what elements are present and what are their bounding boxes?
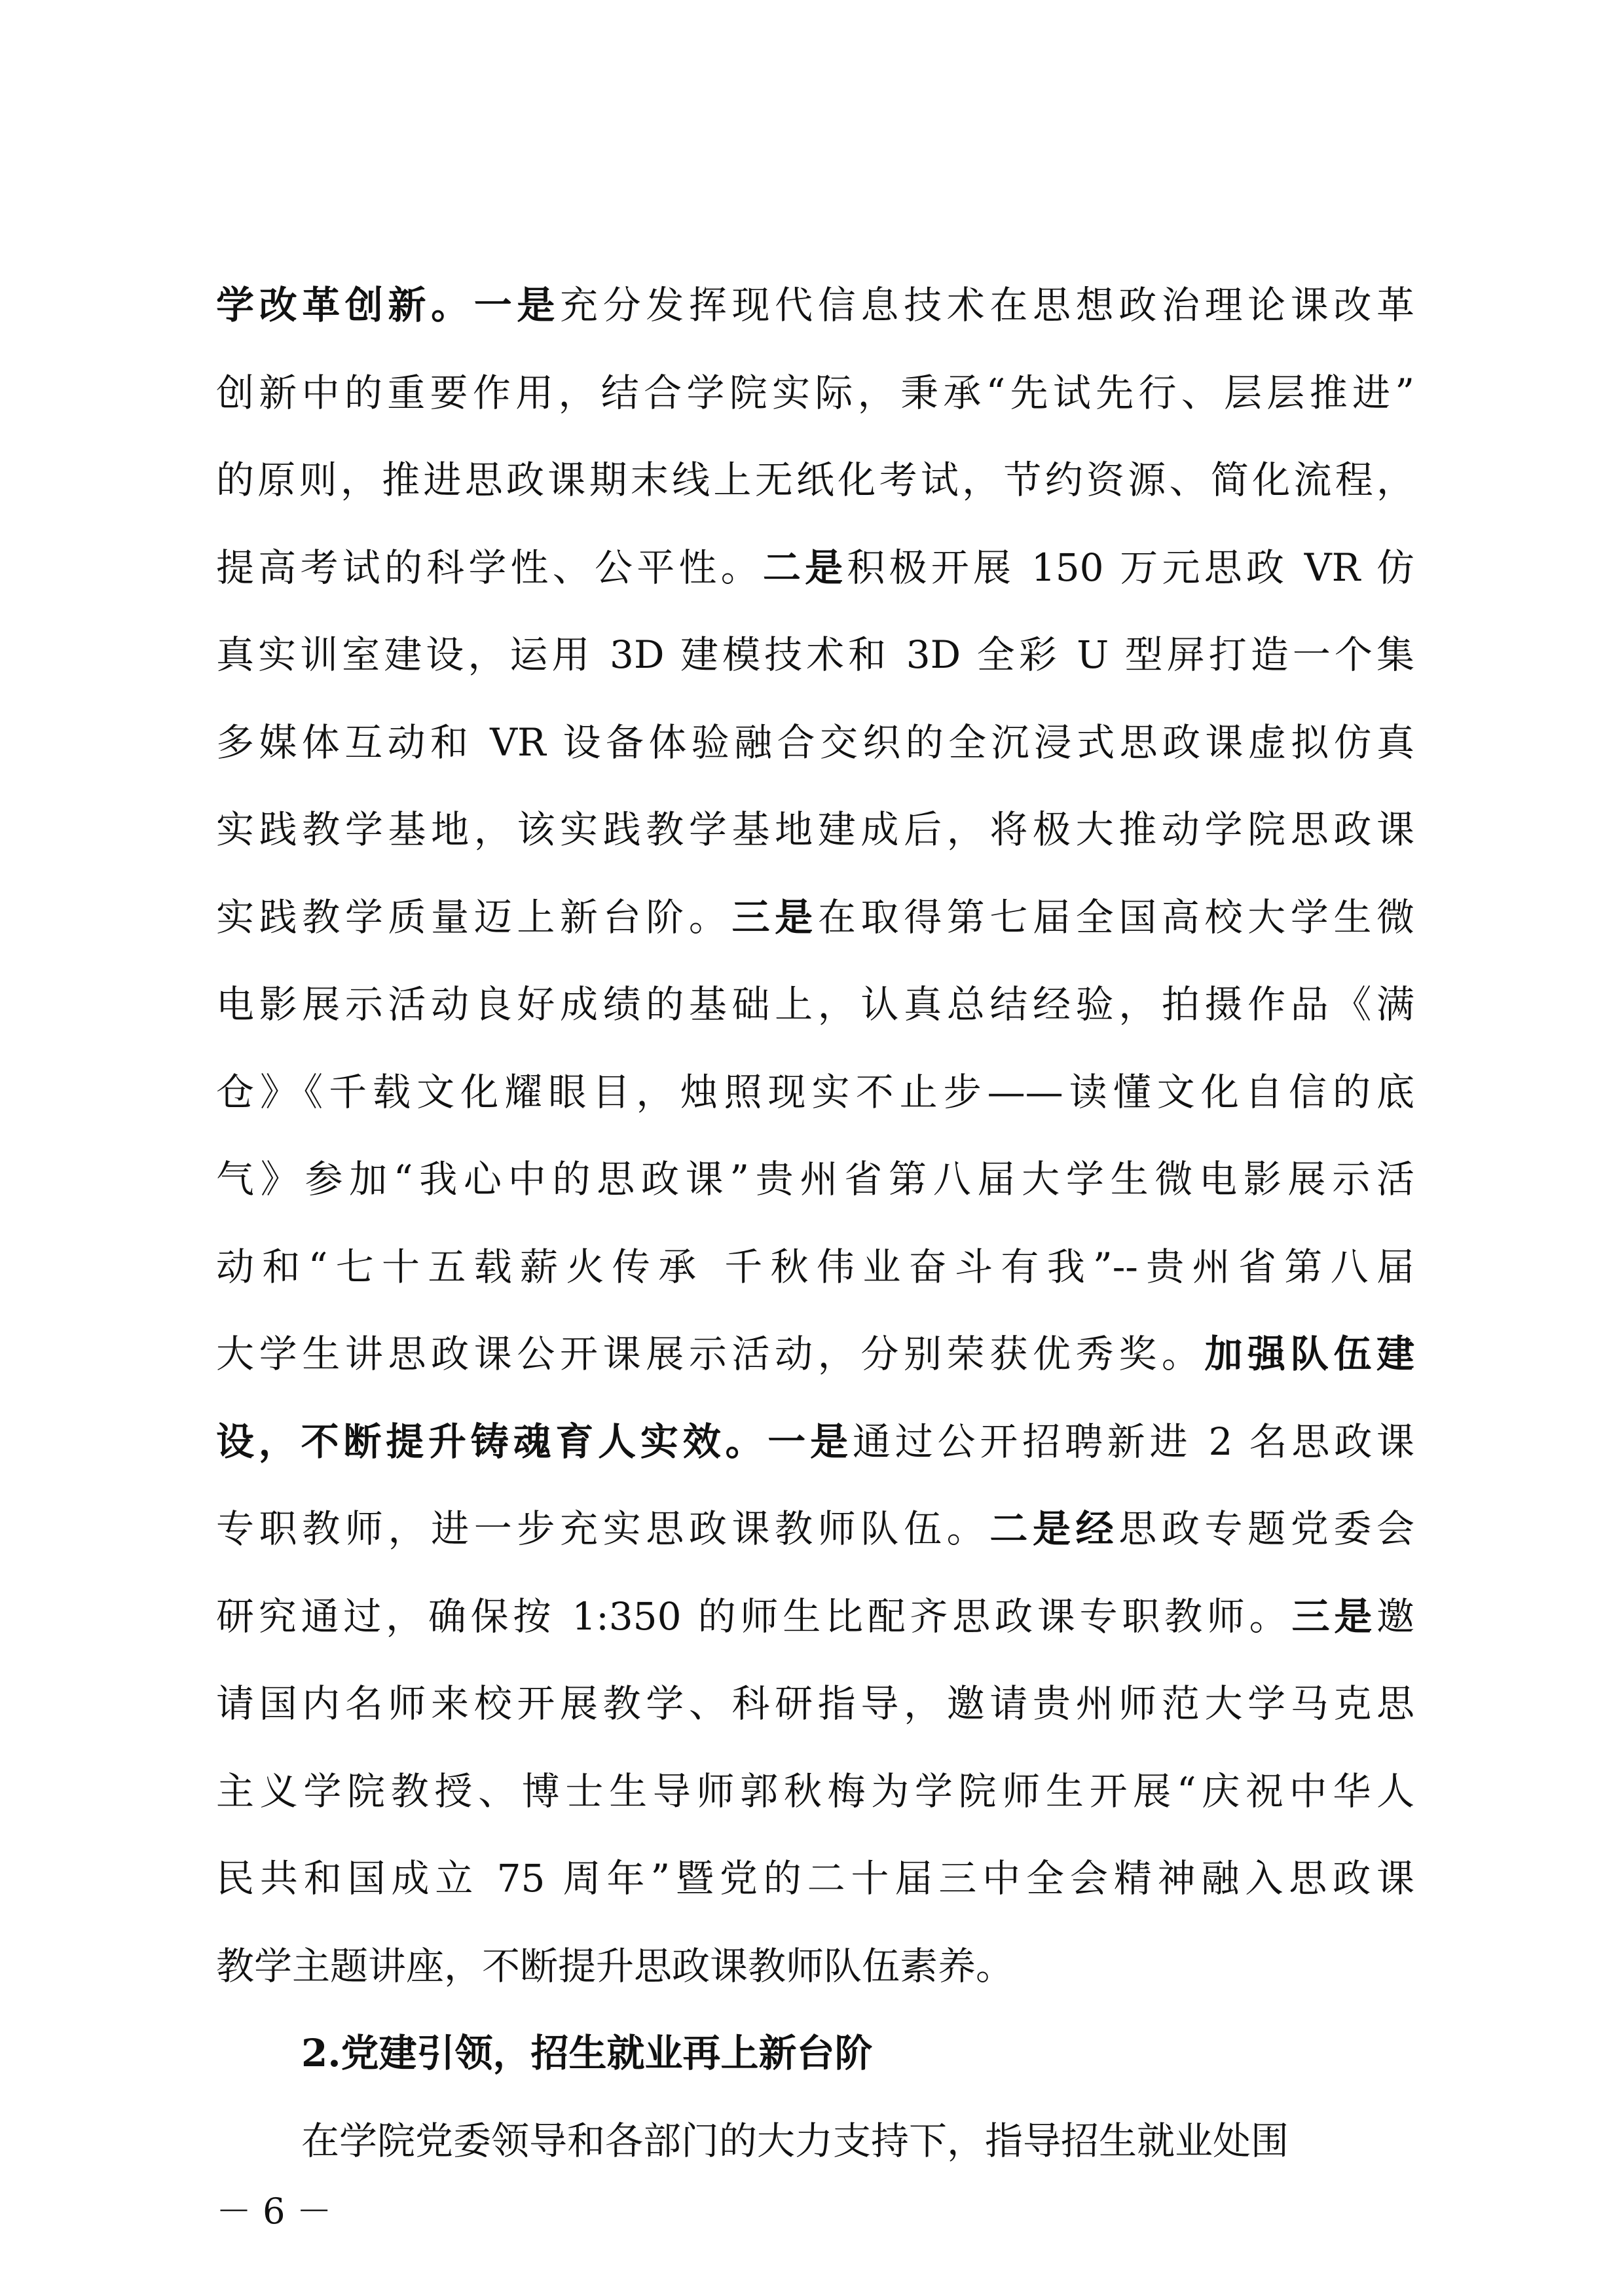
text-run: 专职教师，进一步充实思政课教师队伍。 <box>216 1506 990 1551</box>
body-line <box>216 524 1414 612</box>
body-line <box>216 1224 1414 1311</box>
page-number: － 6 － <box>216 2191 332 2232</box>
body-line <box>216 961 1414 1049</box>
text-run: 电影展示活动良好成绩的基础上，认真总结经验，拍摄作品《满 <box>216 982 1414 1027</box>
text-run: 研究通过，确保按 1:350 的师生比配齐思政课专职教师。 <box>216 1594 1292 1639</box>
text-run: 多媒体互动和 VR 设备体验融合交织的全沉浸式思政课虚拟仿真 <box>216 720 1414 765</box>
bold-text-run: 二是经 <box>989 1506 1119 1551</box>
body-line <box>216 786 1414 874</box>
body-line <box>216 1835 1414 1923</box>
text-run: 通过公开招聘新进 2 名思政课 <box>852 1419 1414 1464</box>
text-run: 民共和国成立 75 周年”暨党的二十届三中全会精神融入思政课 <box>216 1856 1414 1901</box>
text-run: 气》参加“我心中的思政课”贵州省第八届大学生微电影展示活 <box>216 1157 1414 1201</box>
text-run: 创新中的重要作用，结合学院实际，秉承“先试先行、层层推进” <box>216 370 1414 415</box>
body-line <box>216 1923 1414 2011</box>
text-run: 请国内名师来校开展教学、科研指导，邀请贵州师范大学马克思 <box>216 1681 1414 1726</box>
body-line <box>216 699 1414 787</box>
body-line <box>216 350 1414 437</box>
body-line <box>216 1049 1414 1137</box>
body-line <box>216 262 1414 350</box>
text-run: 实践教学基地，该实践教学基地建成后，将极大推动学院思政课 <box>216 807 1414 852</box>
body-line <box>216 437 1414 524</box>
text-run: 充分发挥现代信息技术在思想政治理论课改革 <box>560 283 1414 327</box>
text-run: 动和“七十五载薪火传承 千秋伟业奋斗有我”--贵州省第八届 <box>216 1244 1414 1289</box>
text-run: 主义学院教授、博士生导师郭秋梅为学院师生开展“庆祝中华人 <box>216 1768 1414 1813</box>
section-heading: 2.党建引领，招生就业再上新台阶 <box>301 2031 873 2075</box>
body-line <box>216 1485 1414 1573</box>
body-line <box>216 1398 1414 1486</box>
body-line <box>216 611 1414 699</box>
body-line <box>216 1748 1414 1836</box>
text-run: 教学主题讲座，不断提升思政课教师队伍素养。 <box>216 1943 1014 1988</box>
bold-text-run: 加强队伍建 <box>1204 1332 1414 1376</box>
text-run: 真实训室建设，运用 3D 建模技术和 3D 全彩 U 型屏打造一个集 <box>216 632 1414 677</box>
bold-text-run: 二是 <box>762 545 847 590</box>
text-run: 积极开展 150 万元思政 VR 仿 <box>847 545 1414 590</box>
body-text <box>216 262 1414 2185</box>
text-run: 大学生讲思政课公开课展示活动，分别荣获优秀奖。 <box>216 1332 1205 1376</box>
text-run: 的原则，推进思政课期末线上无纸化考试，节约资源、简化流程， <box>216 458 1414 502</box>
paragraph-start-line: 在学院党委领导和各部门的大力支持下，指导招生就业处围 <box>301 2118 1289 2163</box>
bold-text-run: 三是 <box>731 894 818 939</box>
bold-text-run: 学改革创新。一是 <box>216 283 561 327</box>
text-run: 仓》《千载文化耀眼目，烛照现实不止步——读懂文化自信的底 <box>216 1069 1414 1114</box>
text-run: 思政专题党委会 <box>1118 1506 1414 1551</box>
bold-text-run: 三是 <box>1291 1594 1376 1639</box>
text-run: 在取得第七届全国高校大学生微 <box>817 894 1414 939</box>
body-line <box>216 874 1414 962</box>
body-line <box>216 1660 1414 1748</box>
text-run: 提高考试的科学性、公平性。 <box>216 545 763 590</box>
body-line <box>216 1311 1414 1398</box>
text-run: 邀 <box>1376 1594 1414 1639</box>
text-run: 实践教学质量迈上新台阶。 <box>216 894 732 939</box>
bold-text-run: 设，不断提升铸魂育人实效。一是 <box>216 1419 853 1464</box>
body-line <box>216 1573 1414 1661</box>
body-line <box>216 1136 1414 1224</box>
